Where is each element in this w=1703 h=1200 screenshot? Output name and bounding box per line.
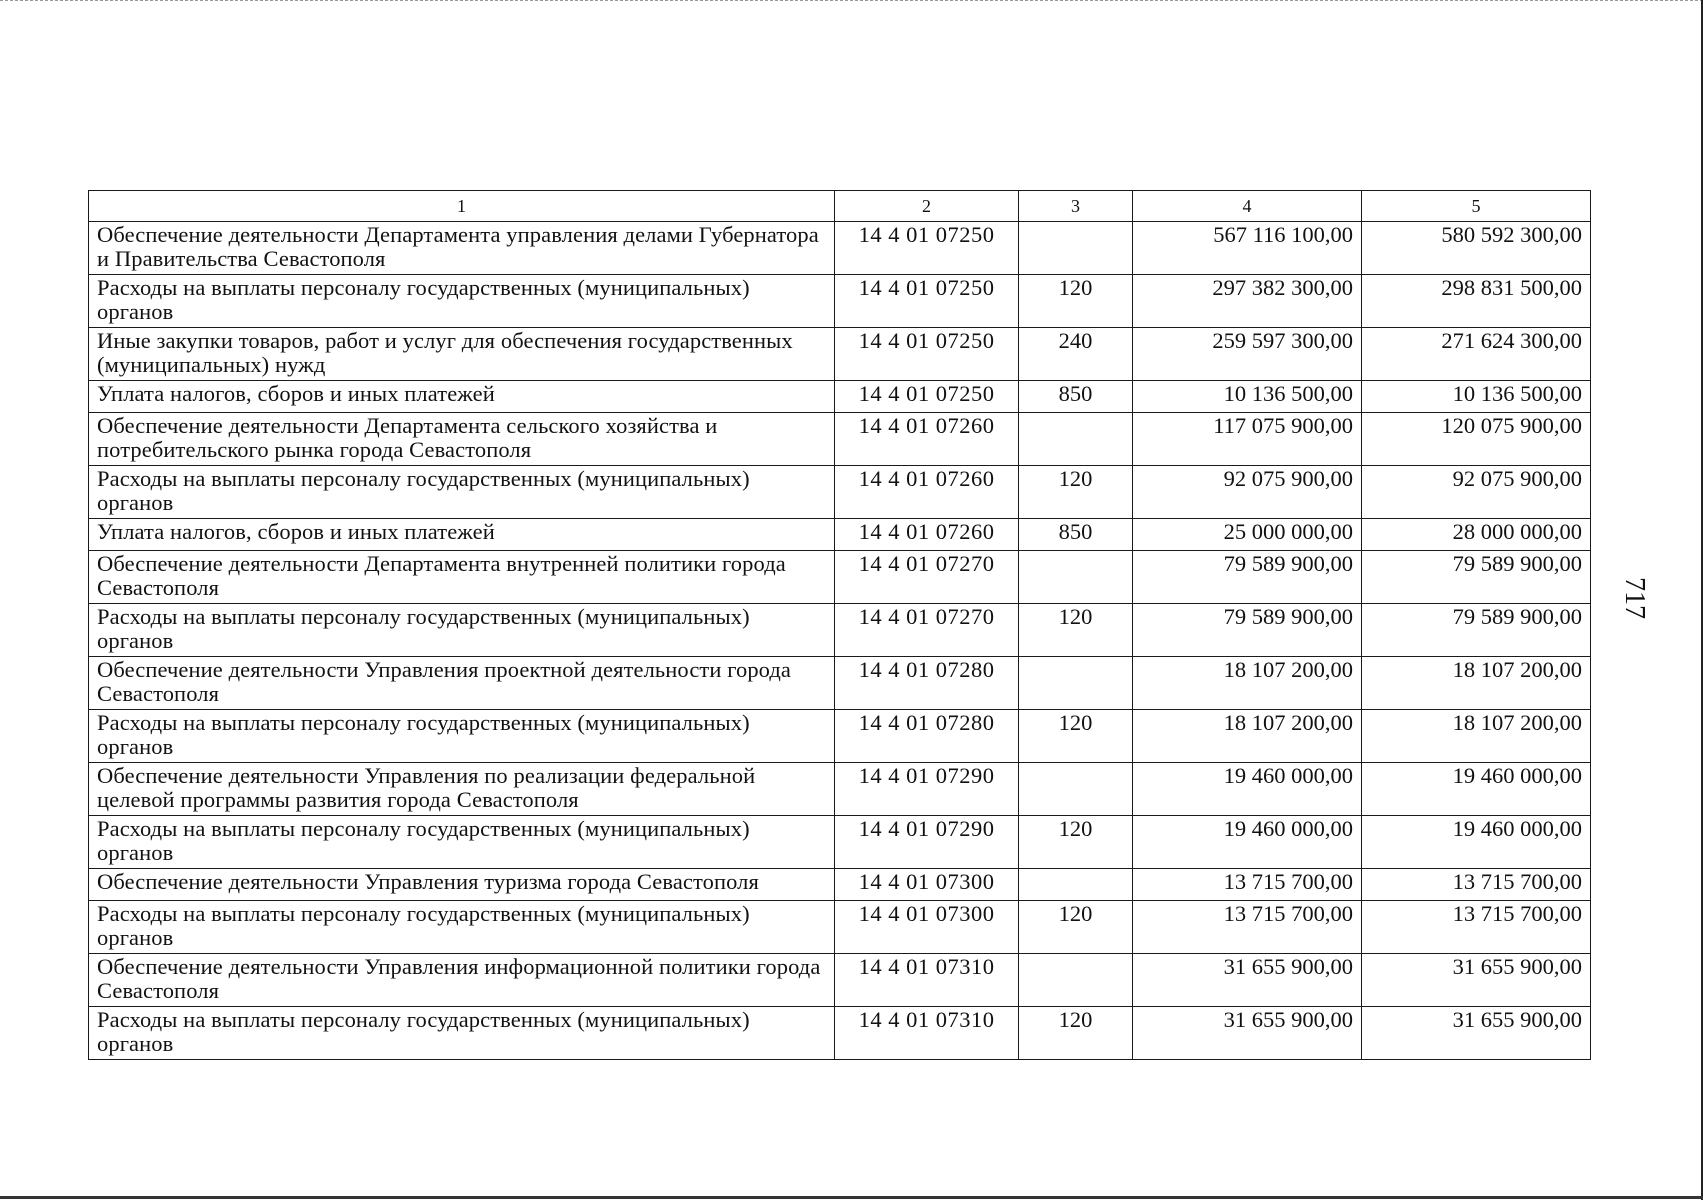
scan-edge-bottom bbox=[0, 1196, 1703, 1199]
row-amount-1: 117 075 900,00 bbox=[1133, 413, 1362, 466]
row-type: 120 bbox=[1019, 710, 1133, 763]
row-amount-2: 13 715 700,00 bbox=[1362, 869, 1591, 901]
row-name: Обеспечение деятельности Департамента управления делами Губернатора и Правительства Севастополя bbox=[89, 222, 835, 275]
row-code: 14 4 01 07260 bbox=[835, 519, 1019, 551]
row-name: Расходы на выплаты персоналу государственных (муниципальных) органов bbox=[89, 466, 835, 519]
row-amount-2: 79 589 900,00 bbox=[1362, 604, 1591, 657]
table-row bbox=[89, 710, 1591, 763]
table-row bbox=[89, 275, 1591, 328]
row-code: 14 4 01 07280 bbox=[835, 657, 1019, 710]
row-code: 14 4 01 07310 bbox=[835, 1007, 1019, 1060]
row-amount-2: 13 715 700,00 bbox=[1362, 901, 1591, 954]
table-row bbox=[89, 816, 1591, 869]
table-row bbox=[89, 413, 1591, 466]
table-row bbox=[89, 222, 1591, 275]
table-row bbox=[89, 763, 1591, 816]
scan-edge-top bbox=[0, 0, 1703, 2]
row-amount-2: 580 592 300,00 bbox=[1362, 222, 1591, 275]
row-code: 14 4 01 07310 bbox=[835, 954, 1019, 1007]
row-name: Расходы на выплаты персоналу государственных (муниципальных) органов bbox=[89, 1007, 835, 1060]
table-row bbox=[89, 869, 1591, 901]
row-amount-2: 18 107 200,00 bbox=[1362, 710, 1591, 763]
row-code: 14 4 01 07300 bbox=[835, 901, 1019, 954]
row-type: 850 bbox=[1019, 381, 1133, 413]
row-code: 14 4 01 07300 bbox=[835, 869, 1019, 901]
column-header-5: 5 bbox=[1362, 191, 1591, 222]
row-amount-2: 28 000 000,00 bbox=[1362, 519, 1591, 551]
row-type: 120 bbox=[1019, 275, 1133, 328]
budget-table bbox=[88, 190, 1591, 1060]
row-amount-1: 79 589 900,00 bbox=[1133, 604, 1362, 657]
row-amount-1: 79 589 900,00 bbox=[1133, 551, 1362, 604]
row-amount-2: 19 460 000,00 bbox=[1362, 763, 1591, 816]
row-amount-2: 298 831 500,00 bbox=[1362, 275, 1591, 328]
row-amount-1: 18 107 200,00 bbox=[1133, 710, 1362, 763]
row-name: Расходы на выплаты персоналу государственных (муниципальных) органов bbox=[89, 901, 835, 954]
table-row bbox=[89, 1007, 1591, 1060]
row-amount-1: 92 075 900,00 bbox=[1133, 466, 1362, 519]
page-number: 717 bbox=[1619, 577, 1650, 619]
table-row bbox=[89, 901, 1591, 954]
row-name: Расходы на выплаты персоналу государственных (муниципальных) органов bbox=[89, 816, 835, 869]
row-amount-1: 13 715 700,00 bbox=[1133, 901, 1362, 954]
row-amount-2: 120 075 900,00 bbox=[1362, 413, 1591, 466]
row-name: Иные закупки товаров, работ и услуг для обеспечения государственных (муниципальных) нужд bbox=[89, 328, 835, 381]
row-code: 14 4 01 07250 bbox=[835, 328, 1019, 381]
column-header-4: 4 bbox=[1133, 191, 1362, 222]
row-type bbox=[1019, 954, 1133, 1007]
row-code: 14 4 01 07250 bbox=[835, 275, 1019, 328]
row-name: Обеспечение деятельности Департамента внутренней политики города Севастополя bbox=[89, 551, 835, 604]
row-type bbox=[1019, 763, 1133, 816]
row-name: Обеспечение деятельности Управления по реализации федеральной целевой программы развития города Севастополя bbox=[89, 763, 835, 816]
row-amount-2: 79 589 900,00 bbox=[1362, 551, 1591, 604]
row-amount-1: 567 116 100,00 bbox=[1133, 222, 1362, 275]
row-name: Уплата налогов, сборов и иных платежей bbox=[89, 381, 835, 413]
row-amount-1: 19 460 000,00 bbox=[1133, 816, 1362, 869]
row-name: Уплата налогов, сборов и иных платежей bbox=[89, 519, 835, 551]
row-amount-2: 31 655 900,00 bbox=[1362, 1007, 1591, 1060]
row-type: 850 bbox=[1019, 519, 1133, 551]
row-code: 14 4 01 07270 bbox=[835, 604, 1019, 657]
row-amount-1: 19 460 000,00 bbox=[1133, 763, 1362, 816]
row-type bbox=[1019, 551, 1133, 604]
row-type bbox=[1019, 413, 1133, 466]
row-name: Обеспечение деятельности Управления туризма города Севастополя bbox=[89, 869, 835, 901]
row-amount-1: 31 655 900,00 bbox=[1133, 954, 1362, 1007]
row-type bbox=[1019, 869, 1133, 901]
table-row bbox=[89, 466, 1591, 519]
row-code: 14 4 01 07290 bbox=[835, 763, 1019, 816]
table-row bbox=[89, 328, 1591, 381]
table-header-row bbox=[89, 191, 1591, 222]
row-amount-1: 10 136 500,00 bbox=[1133, 381, 1362, 413]
row-code: 14 4 01 07250 bbox=[835, 222, 1019, 275]
table-row bbox=[89, 551, 1591, 604]
row-amount-2: 31 655 900,00 bbox=[1362, 954, 1591, 1007]
row-type: 240 bbox=[1019, 328, 1133, 381]
row-type bbox=[1019, 657, 1133, 710]
row-name: Расходы на выплаты персоналу государственных (муниципальных) органов bbox=[89, 710, 835, 763]
row-amount-2: 19 460 000,00 bbox=[1362, 816, 1591, 869]
row-name: Расходы на выплаты персоналу государственных (муниципальных) органов bbox=[89, 275, 835, 328]
row-amount-2: 92 075 900,00 bbox=[1362, 466, 1591, 519]
row-amount-2: 18 107 200,00 bbox=[1362, 657, 1591, 710]
table-row bbox=[89, 381, 1591, 413]
row-amount-2: 10 136 500,00 bbox=[1362, 381, 1591, 413]
row-amount-1: 31 655 900,00 bbox=[1133, 1007, 1362, 1060]
row-code: 14 4 01 07260 bbox=[835, 413, 1019, 466]
row-type: 120 bbox=[1019, 816, 1133, 869]
row-name: Обеспечение деятельности Департамента сельского хозяйства и потребительского рынка города Севастополя bbox=[89, 413, 835, 466]
row-code: 14 4 01 07280 bbox=[835, 710, 1019, 763]
row-amount-1: 259 597 300,00 bbox=[1133, 328, 1362, 381]
row-amount-1: 25 000 000,00 bbox=[1133, 519, 1362, 551]
row-type bbox=[1019, 222, 1133, 275]
row-amount-1: 18 107 200,00 bbox=[1133, 657, 1362, 710]
row-amount-2: 271 624 300,00 bbox=[1362, 328, 1591, 381]
table-row bbox=[89, 519, 1591, 551]
row-type: 120 bbox=[1019, 901, 1133, 954]
table-row bbox=[89, 604, 1591, 657]
row-name: Обеспечение деятельности Управления проектной деятельности города Севастополя bbox=[89, 657, 835, 710]
row-type: 120 bbox=[1019, 604, 1133, 657]
row-type: 120 bbox=[1019, 466, 1133, 519]
table-row bbox=[89, 954, 1591, 1007]
row-name: Обеспечение деятельности Управления информационной политики города Севастополя bbox=[89, 954, 835, 1007]
row-code: 14 4 01 07290 bbox=[835, 816, 1019, 869]
row-name: Расходы на выплаты персоналу государственных (муниципальных) органов bbox=[89, 604, 835, 657]
row-code: 14 4 01 07250 bbox=[835, 381, 1019, 413]
column-header-1: 1 bbox=[89, 191, 835, 222]
row-code: 14 4 01 07270 bbox=[835, 551, 1019, 604]
table-row bbox=[89, 657, 1591, 710]
row-amount-1: 297 382 300,00 bbox=[1133, 275, 1362, 328]
row-amount-1: 13 715 700,00 bbox=[1133, 869, 1362, 901]
row-code: 14 4 01 07260 bbox=[835, 466, 1019, 519]
column-header-3: 3 bbox=[1019, 191, 1133, 222]
column-header-2: 2 bbox=[835, 191, 1019, 222]
row-type: 120 bbox=[1019, 1007, 1133, 1060]
